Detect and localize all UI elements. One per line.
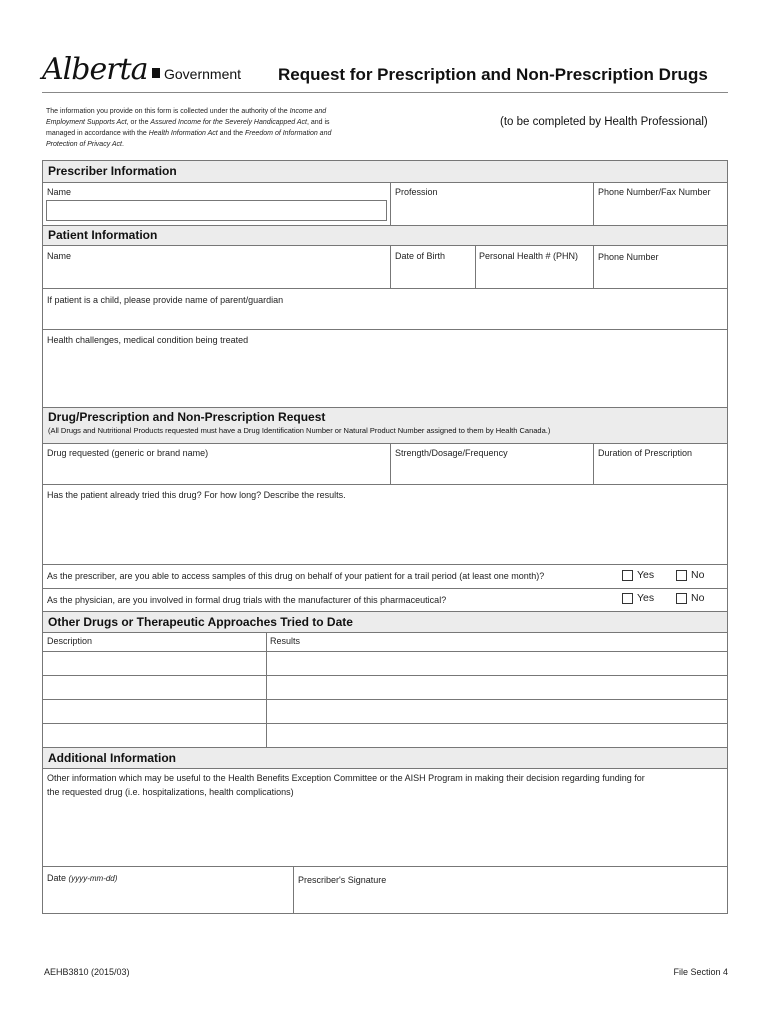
row-divider (42, 288, 728, 289)
samples-yes-checkbox[interactable] (622, 570, 633, 581)
file-section: File Section 4 (673, 967, 728, 977)
row-divider (42, 675, 728, 676)
samples-question: As the prescriber, are you able to access samples of this drug on behalf of your patient for a trail period (at least one month)? (47, 571, 545, 581)
row-divider (42, 329, 728, 330)
drug-requested-label: Drug requested (generic or brand name) (47, 448, 209, 458)
col-divider (390, 444, 391, 484)
results-label: Results (270, 636, 301, 646)
phn-label: Personal Health # (PHN) (479, 251, 579, 261)
col-divider (293, 867, 294, 913)
form-subtitle: (to be completed by Health Professional) (500, 116, 708, 128)
prescriber-phone-label: Phone Number/Fax Number (598, 187, 711, 197)
samples-no-label: No (691, 569, 705, 581)
logo-square-icon (152, 68, 160, 78)
strength-dosage-label: Strength/Dosage/Frequency (395, 448, 508, 458)
logo-wordmark: Alberta (42, 52, 148, 87)
row-divider (42, 651, 728, 652)
form-border-right (727, 160, 728, 913)
section-other-drugs: Other Drugs or Therapeutic Approaches Tried to Date (43, 612, 727, 632)
privacy-notice: The information you provide on this form is collected under the authority of the Income and Employment Supports Act, or the Assured Income for the Severely Handicapped Act, and is managed in accordance with the Health Information Act and the Freedom of Information and Protection of Privacy Act. (46, 108, 332, 148)
drug-request-note: (All Drugs and Nutritional Products requested must have a Drug Identification Number or Natural Product Number assigned to them by Health Canada.) (48, 426, 551, 435)
signature-label: Prescriber's Signature (298, 875, 387, 885)
samples-no-checkbox[interactable] (676, 570, 687, 581)
logo-government-text: Government (164, 66, 242, 82)
row-divider (42, 484, 728, 485)
additional-info-line2: the requested drug (i.e. hospitalizations, health complications) (47, 787, 294, 797)
section-drug-request (43, 408, 727, 443)
description-label: Description (47, 636, 93, 646)
form-border-bottom (42, 913, 728, 914)
trials-yes-label: Yes (637, 592, 655, 604)
row-divider (42, 632, 728, 633)
patient-name-label: Name (47, 251, 72, 261)
tried-drug-label: Has the patient already tried this drug? For how long? Describe the results. (47, 490, 346, 500)
row-divider (42, 723, 728, 724)
row-divider (42, 768, 728, 769)
col-divider (593, 183, 594, 225)
additional-info-line1: Other information which may be useful to the Health Benefits Exception Committee or the AISH Program in making their decision regarding funding for (47, 773, 645, 783)
guardian-label: If patient is a child, please provide name of parent/guardian (47, 295, 284, 305)
row-divider (42, 245, 728, 246)
row-divider (42, 564, 728, 565)
col-divider (390, 183, 391, 225)
date-label: Date (yyyy-mm-dd) (47, 873, 118, 883)
form-title: Request for Prescription and Non-Prescription Drugs (278, 65, 708, 84)
duration-label: Duration of Prescription (598, 448, 693, 458)
form-code: AEHB3810 (2015/03) (44, 967, 130, 977)
trials-no-checkbox[interactable] (676, 593, 687, 604)
section-prescriber-information: Prescriber Information (43, 161, 727, 182)
title-divider (42, 92, 728, 93)
section-additional-information: Additional Information (43, 748, 727, 768)
drug-request-heading: Drug/Prescription and Non-Prescription Request (48, 410, 326, 424)
trials-yes-checkbox[interactable] (622, 593, 633, 604)
row-divider (42, 443, 728, 444)
col-divider (593, 246, 594, 288)
row-divider (42, 588, 728, 589)
profession-label: Profession (395, 187, 438, 197)
col-divider (593, 444, 594, 484)
col-divider (390, 246, 391, 288)
patient-phone-label: Phone Number (598, 252, 659, 262)
form-border-left (42, 160, 43, 913)
row-divider (42, 866, 728, 867)
samples-yes-label: Yes (637, 569, 655, 581)
section-patient-information: Patient Information (43, 226, 727, 245)
prescriber-name-field[interactable] (46, 200, 387, 221)
trials-no-label: No (691, 592, 705, 604)
row-divider (42, 182, 728, 183)
trials-question: As the physician, are you involved in formal drug trials with the manufacturer of this pharmaceutical? (47, 595, 447, 605)
date-of-birth-label: Date of Birth (395, 251, 446, 261)
health-challenges-label: Health challenges, medical condition being treated (47, 335, 249, 345)
prescriber-name-label: Name (47, 187, 72, 197)
col-divider (475, 246, 476, 288)
row-divider (42, 699, 728, 700)
